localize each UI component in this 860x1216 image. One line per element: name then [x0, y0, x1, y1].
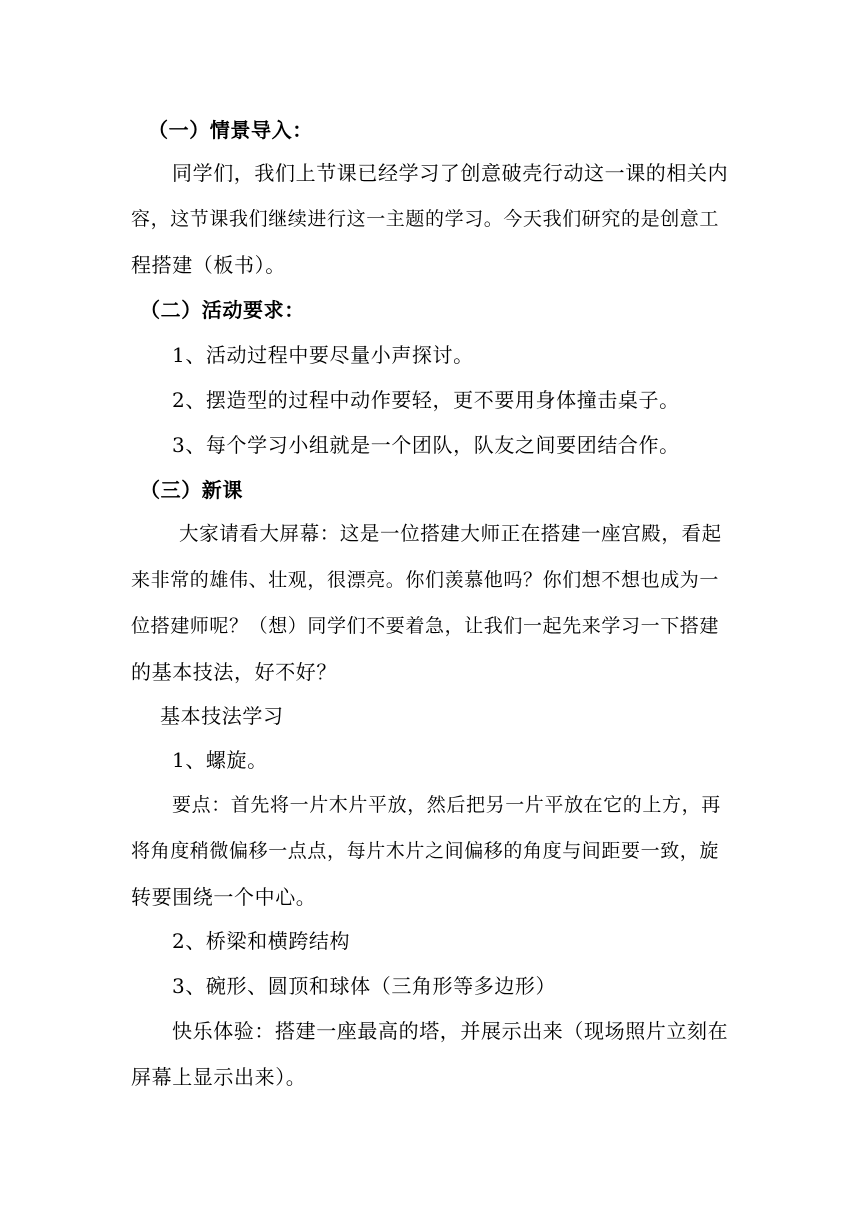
paragraph-line: 转要围绕一个中心。 — [131, 885, 317, 909]
list-item: 2、摆造型的过程中动作要轻，更不要用身体撞击桌子。 — [172, 388, 680, 412]
heading-activity-requirements: （二）活动要求： — [140, 298, 305, 322]
heading-new-lesson: （三）新课 — [140, 478, 243, 502]
list-item: 3、每个学习小组就是一个团队，队友之间要团结合作。 — [172, 433, 680, 457]
paragraph-line: 屏幕上显示出来）。 — [131, 1065, 307, 1089]
heading-situation-intro: （一）情景导入： — [148, 118, 313, 142]
paragraph-line: 容，这节课我们继续进行这一主题的学习。今天我们研究的是创意工 — [131, 208, 720, 230]
subheading-basic-techniques: 基本技法学习 — [160, 704, 284, 728]
paragraph-line: 的基本技法，好不好？ — [131, 660, 337, 684]
paragraph-line: 将角度稍微偏移一点点，每片木片之间偏移的角度与间距要一致，旋 — [131, 840, 720, 862]
paragraph-line: 要点：首先将一片木片平放，然后把另一片平放在它的上方，再 — [172, 794, 721, 816]
paragraph-line: 位搭建师呢？（想）同学们不要着急，让我们一起先来学习一下搭建 — [131, 615, 720, 637]
paragraph-line: 同学们，我们上节课已经学习了创意破壳行动这一课的相关内 — [172, 161, 729, 185]
paragraph-line: 大家请看大屏幕：这是一位搭建大师正在搭建一座宫殿，看起 — [179, 522, 722, 545]
paragraph-line: 程搭建（板书）。 — [131, 253, 286, 277]
list-item: 1、螺旋。 — [172, 748, 268, 772]
list-item: 3、碗形、圆顶和球体（三角形等多边形） — [172, 974, 557, 998]
paragraph-line: 来非常的雄伟、壮观，很漂亮。你们羡慕他吗？你们想不想也成为一 — [131, 569, 720, 591]
list-item: 2、桥梁和横跨结构 — [172, 929, 351, 953]
paragraph-line: 快乐体验：搭建一座最高的塔，并展示出来（现场照片立刻在 — [172, 1019, 729, 1043]
list-item: 1、活动过程中要尽量小声探讨。 — [172, 343, 474, 367]
